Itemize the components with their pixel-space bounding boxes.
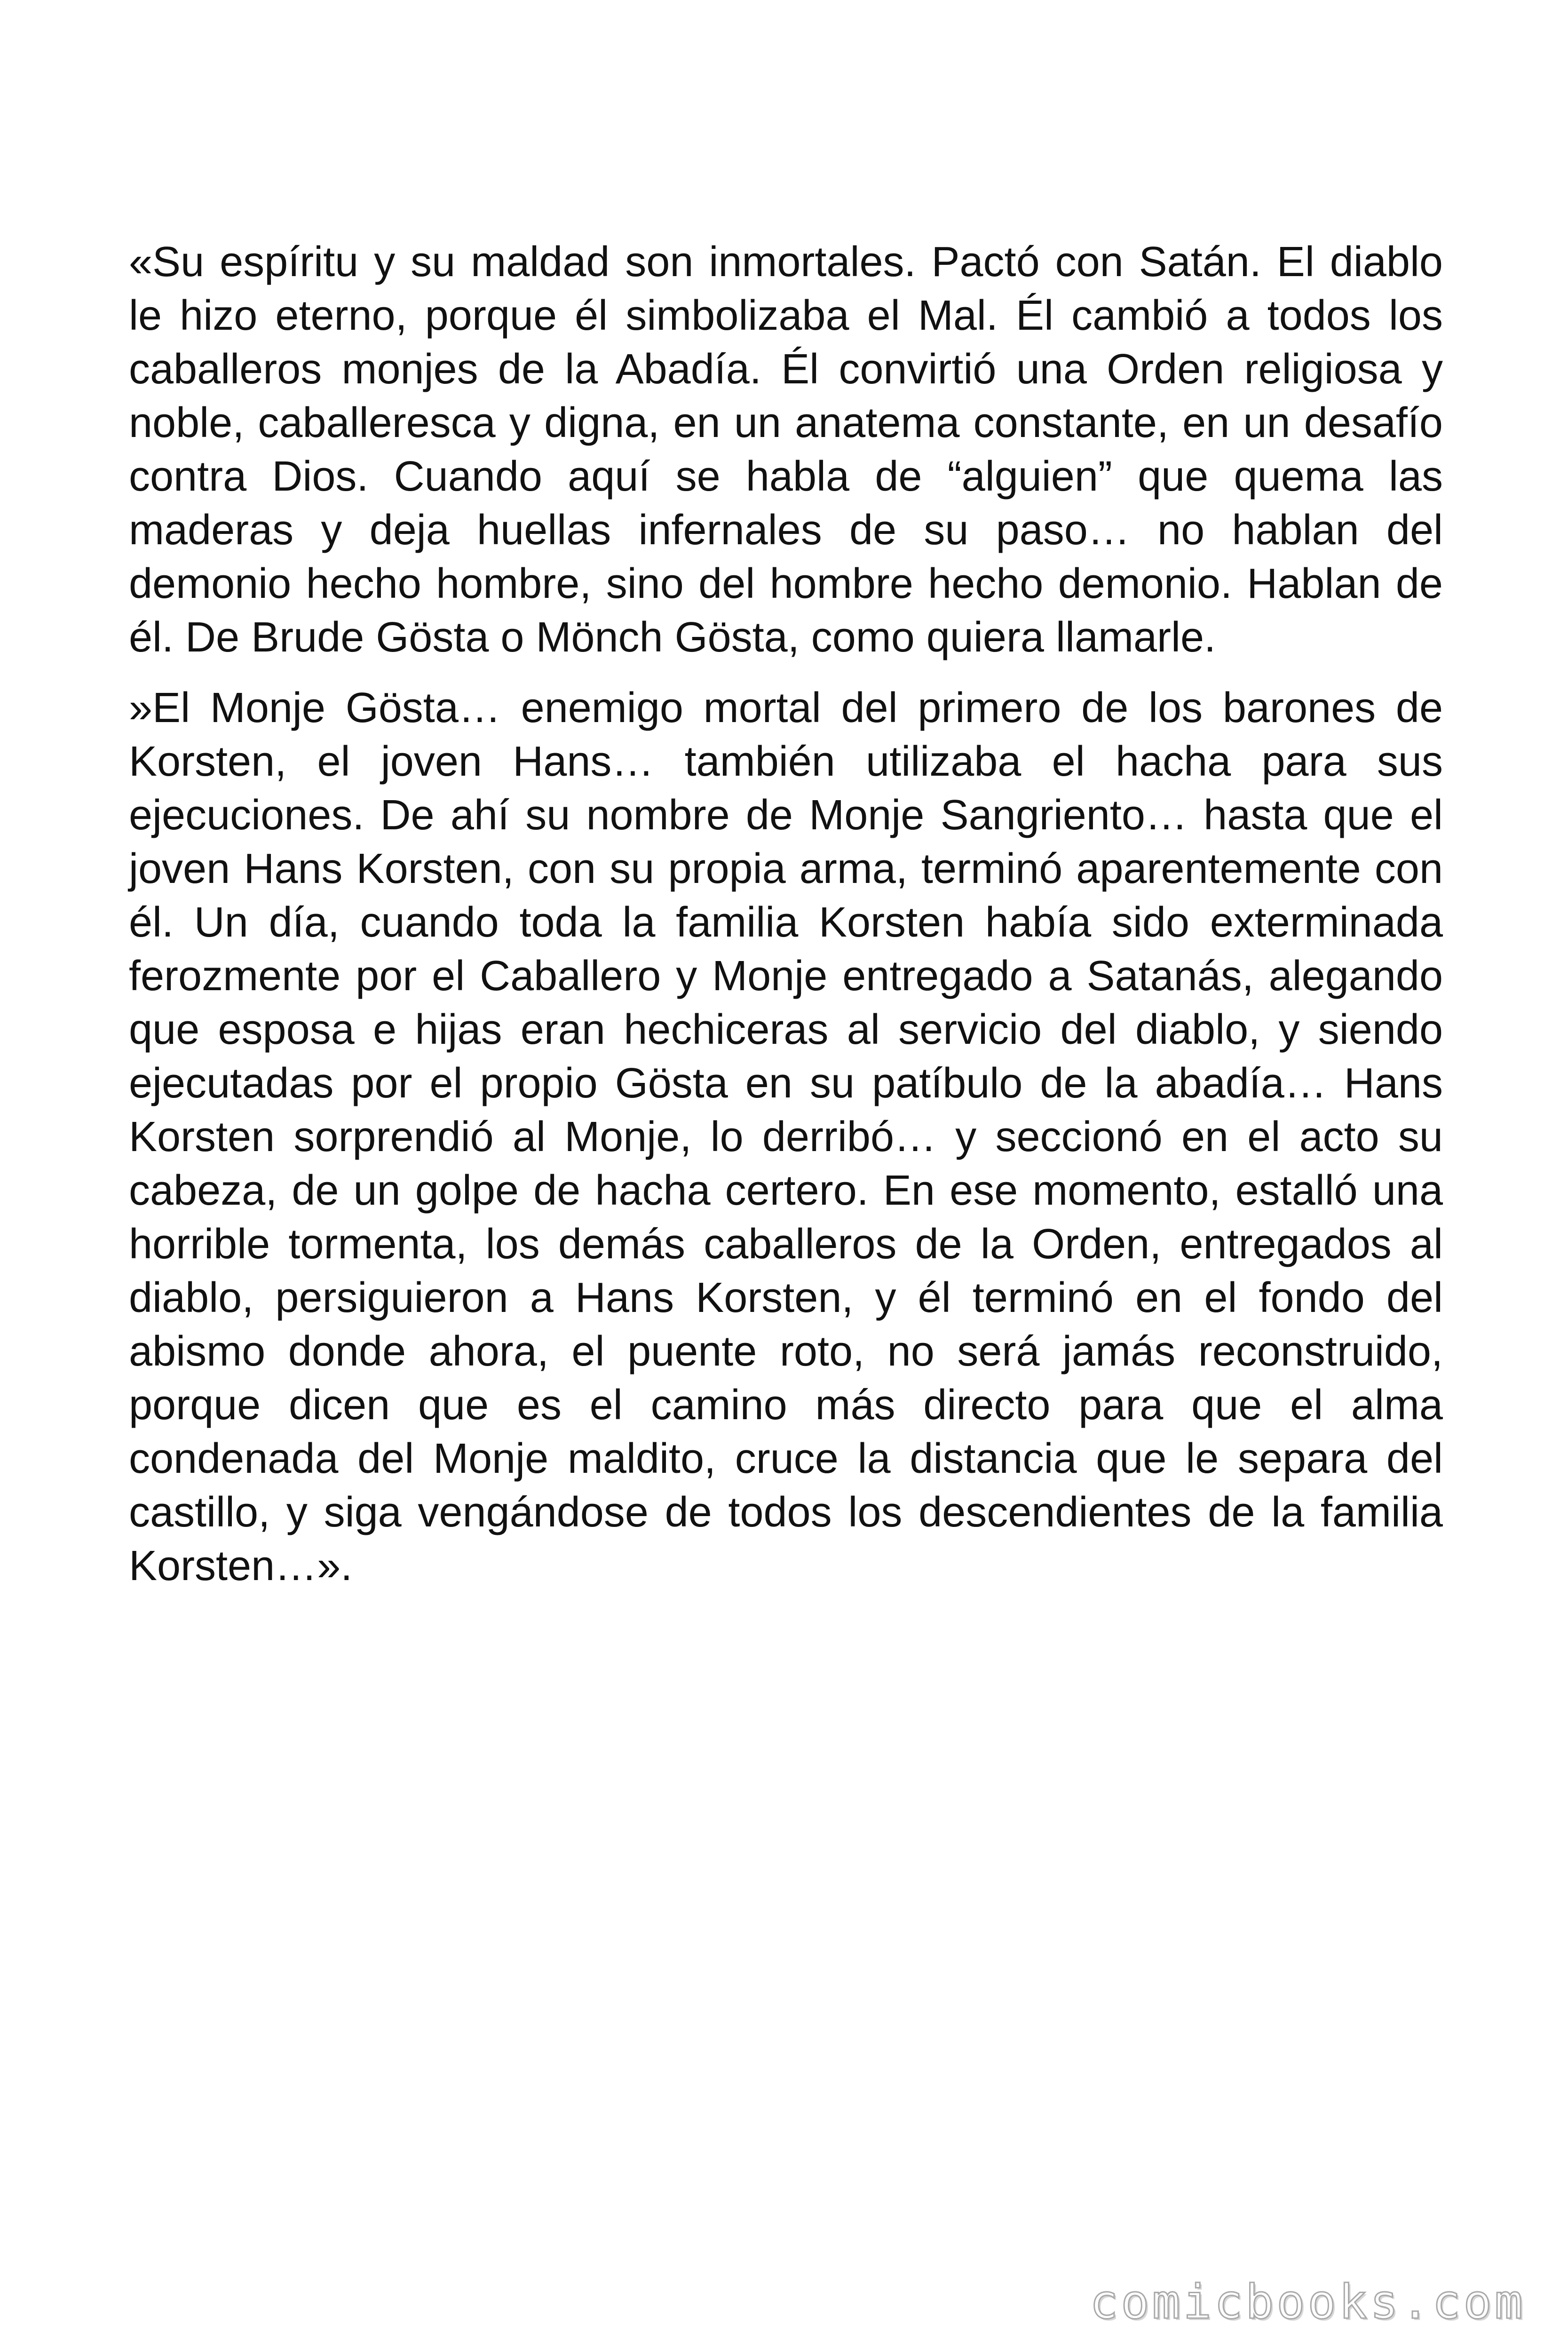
- paragraph-2: »El Monje Gösta… enemigo mortal del primero de los barones de Korsten, el joven Hans… también utilizaba el hacha para sus ejecuciones. De ahí su nombre de Monje Sangriento… hasta que el joven Hans Korsten, con su propia arma, terminó aparentemente con él. Un día, cuando toda la familia Korsten había sido exterminada ferozmente por el Caballero y Monje entregado a Satanás, alegando que esposa e hijas eran hechiceras al servicio del diablo, y siendo ejecutadas por el propio Gösta en su patíbulo de la abadía… Hans Korsten sorprendió al Monje, lo derribó… y seccionó en el acto su cabeza, de un golpe de hacha certero. En ese momento, estalló una horrible tormenta, los demás caballeros de la Orden, entregados al diablo, persiguieron a Hans Korsten, y él terminó en el fondo del abismo donde ahora, el puente roto, no será jamás reconstruido, porque dicen que es el camino más directo para que el alma condenada del Monje maldito, cruce la distancia que le separa del castillo, y siga vengándose de todos los descendientes de la familia Korsten…».: [129, 684, 1443, 1589]
- watermark: comicbooks.com: [1090, 2274, 1526, 2329]
- body-text: [129, 235, 1443, 1593]
- paragraph-1: «Su espíritu y su maldad son inmortales. Pactó con Satán. El diablo le hizo eterno, porque él simbolizaba el Mal. Él cambió a todos los caballeros monjes de la Abadía. Él convirtió una Orden religiosa y noble, caballeresca y digna, en un anatema constante, en un desafío contra Dios. Cuando aquí se habla de “alguien” que quema las maderas y deja huellas infernales de su paso… no hablan del demonio hecho hombre, sino del hombre hecho demonio. Hablan de él. De Brude Gösta o Mönch Gösta, como quiera llamarle.: [129, 238, 1443, 661]
